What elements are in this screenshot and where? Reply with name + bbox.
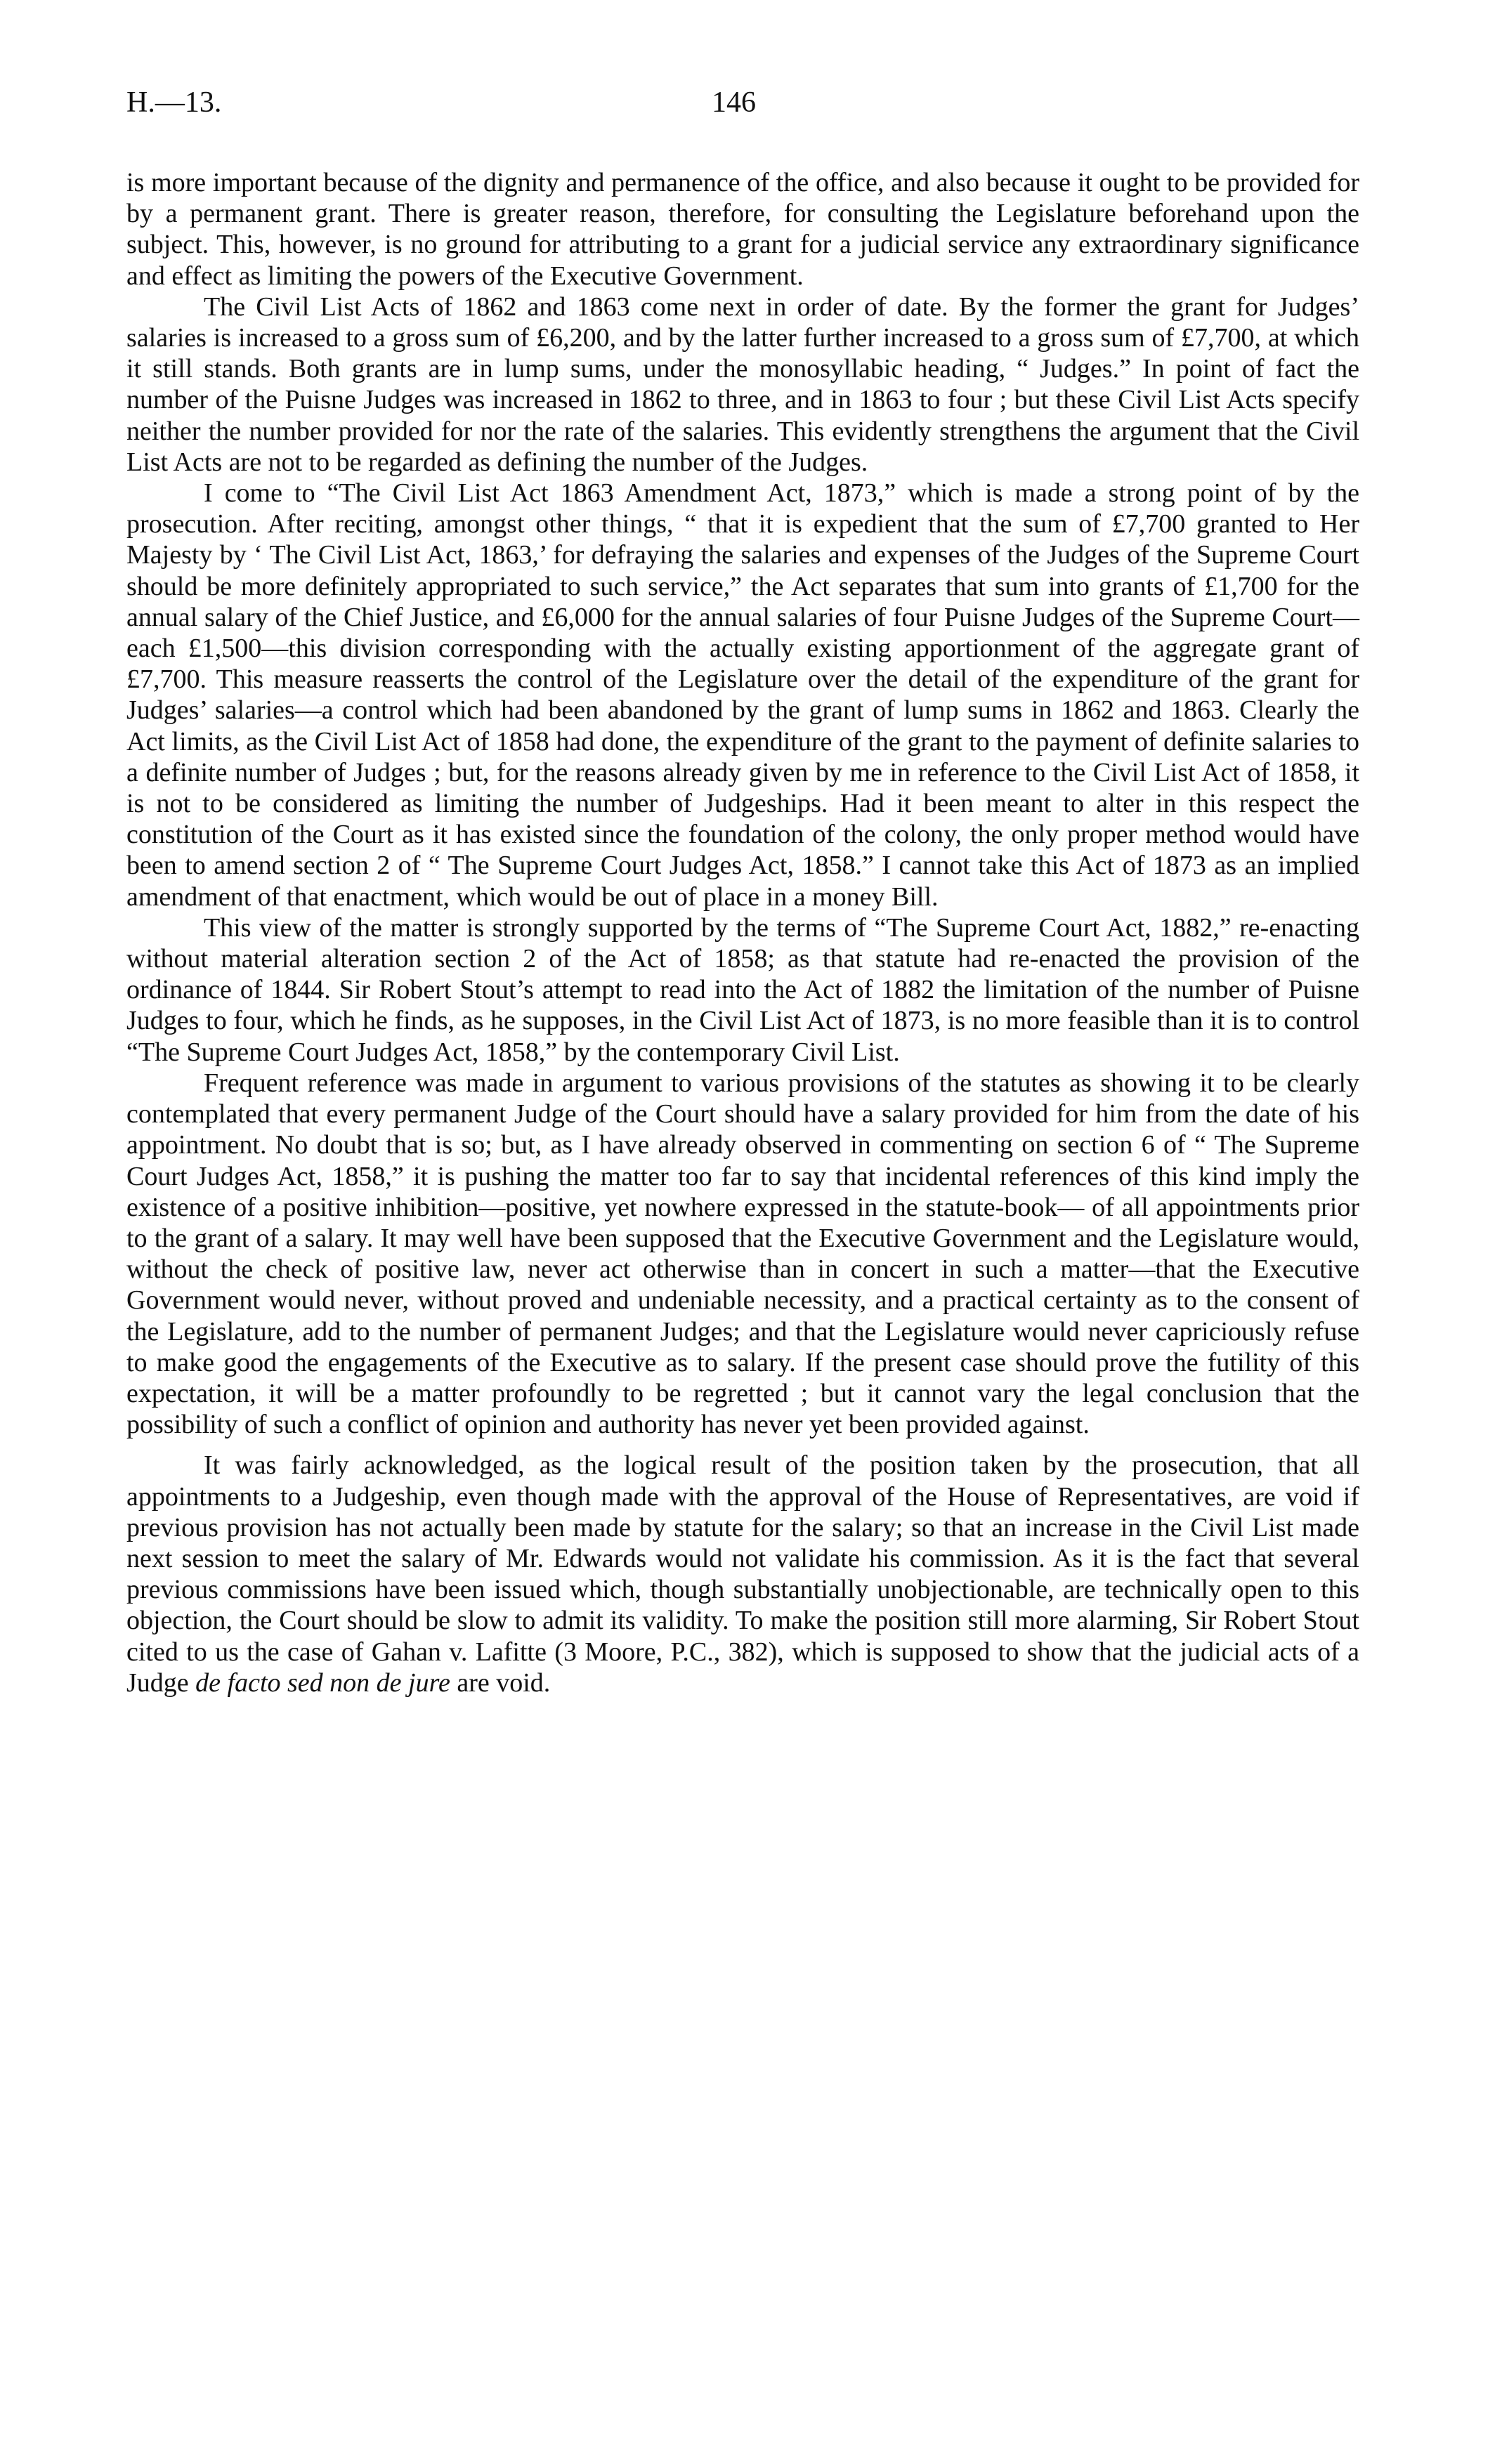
document-reference: H.—13. — [126, 86, 222, 119]
paragraph-main-text: It was fairly acknowledged, as the logical result of the position taken by the prosecution, that all appointments to a Judgeship, even though made with the approval of the House of Representatives, are void if previous provision has not actually been made by statute for the salary; so that an increase in the Civil List made next session to meet the salary of Mr. Edwards would not validate his commission. As it is the fact that several previous commissions have been issued which, though substantially unobjectionable, are technically open to this objection, the Court should be slow to admit its validity. To make the position still more alarming, Sir Robert Stout cited to us the case of Gahan v. Lafitte (3 Moore, P.C., 382), which is supposed to show that the judicial acts of a Judge — [126, 1450, 1359, 1698]
paragraph-amendment-act-1873: I come to “The Civil List Act 1863 Amendment Act, 1873,” which is made a strong point of by the prosecution. After reciting, amongst other things, “ that it is expedient that the sum of £7,700 granted to Her Majesty by ‘ The Civil List Act, 1863,’ for defraying the salaries and expenses of the Judges of the Supreme Court should be more definitely appropriated to such service,” the Act separates that sum into grants of £1,700 for the annual salary of the Chief Justice, and £6,000 for the annual salaries of four Puisne Judges of the Supreme Court—each £1,500—this division corresponding with the actually existing apportionment of the aggregate grant of £7,700. This measure reasserts the control of the Legislature over the detail of the expenditure of the grant for Judges’ salaries—a control which had been abandoned by the grant of lump sums in 1862 and 1863. Clearly the Act limits, as the Civil List Act of 1858 had done, the expenditure of the grant to the payment of definite salaries to a definite number of Judges ; but, for the reasons already given by me in reference to the Civil List Act of 1858, it is not to be considered as limiting the number of Judgeships. Had it been meant to alter in this respect the constitution of the Court as it has existed since the foundation of the colony, the only proper method would have been to amend section 2 of “ The Supreme Court Judges Act, 1858.” I cannot take this Act of 1873 as an implied amendment of that enactment, which would be out of place in a money Bill. — [126, 478, 1359, 912]
paragraph-end-text: are void. — [450, 1667, 551, 1698]
paragraph-civil-list-acts: The Civil List Acts of 1862 and 1863 come next in order of date. By the former the grant for Judges’ salaries is increased to a gross sum of £6,200, and by the latter further increased to a gross sum of £7,700, at which it still stands. Both grants are in lump sums, under the monosyllabic heading, “ Judges.” In point of fact the number of the Puisne Judges was increased in 1862 to three, and in 1863 to four ; but these Civil List Acts specify neither the number provided for nor the rate of the salaries. This evidently strengthens the argument that the Civil List Acts are not to be regarded as defining the number of the Judges. — [126, 291, 1359, 477]
paragraph-supreme-court-act-1882: This view of the matter is strongly supported by the terms of “The Supreme Court Act, 1882,” re-enacting without material alteration section 2 of the Act of 1858; as that statute had re-enacted the provision of the ordinance of 1844. Sir Robert Stout’s attempt to read into the Act of 1882 the limitation of the number of Puisne Judges to four, which he finds, as he supposes, in the Civil List Act of 1873, is no more feasible than it is to control “The Supreme Court Judges Act, 1858,” by the contemporary Civil List. — [126, 912, 1359, 1067]
latin-phrase: de facto sed non de jure — [195, 1667, 450, 1698]
paragraph-frequent-reference: Frequent reference was made in argument to various provisions of the statutes as showing it to be clearly contemplated that every permanent Judge of the Court should have a salary provided for him from the date of his appointment. No doubt that is so; but, as I have already observed in commenting on section 6 of “ The Supreme Court Judges Act, 1858,” it is pushing the matter too far to say that incidental references of this kind imply the existence of a positive inhibition—positive, yet nowhere expressed in the statute-book— of all appointments prior to the grant of a salary. It may well have been supposed that the Executive Government and the Legislature would, without the check of positive law, never act otherwise than in concert in such a matter—that the Executive Government would never, without proved and undeniable necessity, and a practical certainty as to the consent of the Legislature, add to the number of permanent Judges; and that the Legislature would never capriciously refuse to make good the engagements of the Executive as to salary. If the present case should prove the futility of this expectation, it will be a matter profoundly to be regretted ; but it cannot vary the legal conclusion that the possibility of such a conflict of opinion and authority has never yet been provided against. — [126, 1068, 1359, 1440]
page-header — [126, 86, 1359, 128]
body-text — [126, 167, 1359, 1698]
paragraph-continuation: is more important because of the dignity and permanence of the office, and also because it ought to be provided for by a permanent grant. There is greater reason, therefore, for consulting the Legislature beforehand upon the subject. This, however, is no ground for attributing to a grant for a judicial service any extraordinary significance and effect as limiting the powers of the Executive Government. — [126, 168, 1359, 291]
page-number: 146 — [712, 86, 756, 119]
paragraph-fairly-acknowledged — [126, 1450, 1359, 1698]
